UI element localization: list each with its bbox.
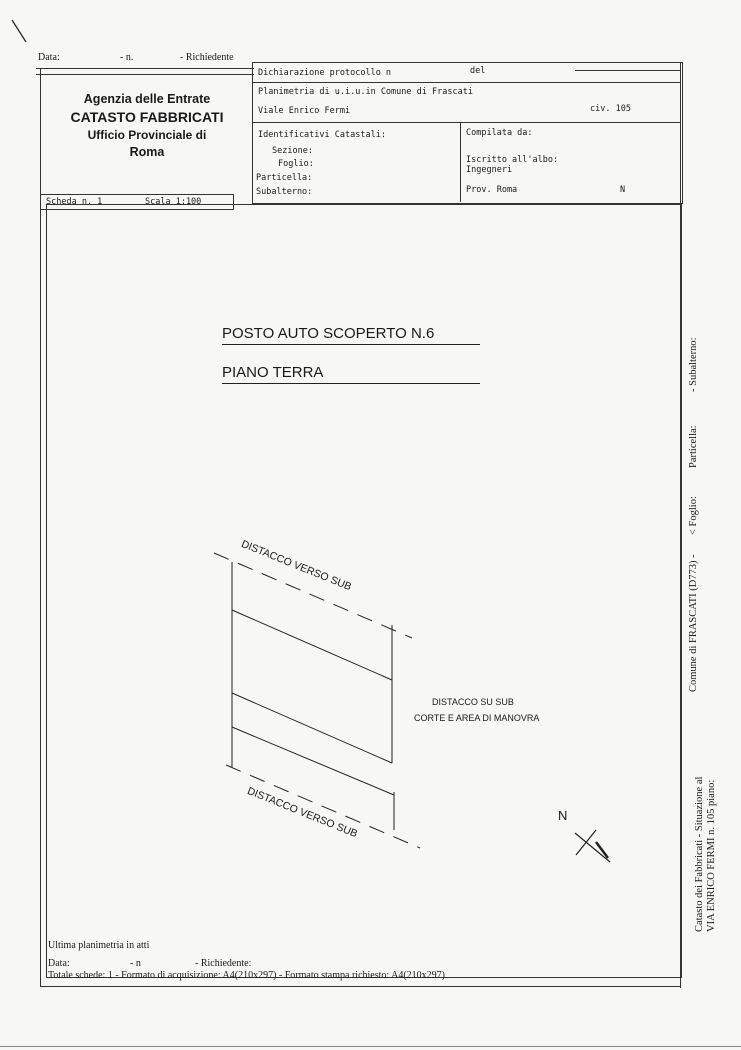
compilata-title: Compilata da: <box>466 128 533 138</box>
planimetria-label: Planimetria di u.i.u.in Comune di Frascati <box>258 87 473 97</box>
scheda-label: Scheda n. 1 <box>46 197 103 207</box>
agency-name: Agenzia delle Entrate <box>83 92 211 106</box>
distacco-right-label-1: DISTACCO SU SUB <box>432 697 514 707</box>
footer-richiedente: - Richiedente: <box>195 958 252 969</box>
address-label: Viale Enrico Fermi <box>258 106 351 116</box>
side-catasto: Catasto dei Fabbricati - Situazione al <box>694 776 705 932</box>
agency-ufficio: Ufficio Provinciale di <box>87 128 207 142</box>
distacco-bottom-label: DISTACCO VERSO SUB <box>245 785 360 841</box>
prov-label: Prov. Roma <box>466 185 518 195</box>
side-subalterno: - Subalterno: <box>688 337 699 392</box>
scala-label: Scala 1:100 <box>145 197 202 207</box>
sezione-label: Sezione: <box>272 146 313 156</box>
n-label: N <box>620 185 626 195</box>
footer-totale: Totale schede: 1 - Formato di acquisizione: A4(210x297) - Formato stampa richiesto: A4(210x297) <box>48 970 445 981</box>
side-comune: Comune di FRASCATI (D773) - <box>688 554 699 692</box>
foglio-label: Foglio: <box>278 159 314 169</box>
plan-title: POSTO AUTO SCOPERTO N.6 <box>222 325 435 342</box>
top-data-label: Data: <box>38 52 60 63</box>
side-foglio: < Foglio: <box>688 496 699 535</box>
distacco-top-label: DISTACCO VERSO SUB <box>239 538 354 594</box>
north-label: N <box>558 808 568 823</box>
albo-label: Ingegneri <box>466 165 513 175</box>
plan-floor: PIANO TERRA <box>222 364 324 381</box>
agency-city: Roma <box>129 145 165 159</box>
dichiarazione-label: Dichiarazione protocollo n <box>258 68 392 78</box>
del-label: del <box>470 66 486 76</box>
footer-line <box>40 986 680 987</box>
subalterno-label: Subalterno: <box>256 187 313 197</box>
side-via: VIA ENRICO FERMI n. 105 piano: <box>706 779 717 932</box>
distacco-right-label-2: CORTE E AREA DI MANOVRA <box>414 713 540 723</box>
bottom-edge <box>0 1046 741 1047</box>
top-n-label: - n. <box>120 52 134 63</box>
footer-n: - n <box>130 958 141 969</box>
particella-label: Particella: <box>256 173 313 183</box>
footer-data: Data: <box>48 958 70 969</box>
civ-label: civ. 105 <box>590 104 631 114</box>
top-richiedente-label: - Richiedente <box>180 52 234 63</box>
side-particella: Particella: <box>688 425 699 468</box>
agency-catasto: CATASTO FABBRICATI <box>70 109 224 125</box>
iscritto-label: Iscritto all'albo: <box>466 155 559 165</box>
footer-ultima: Ultima planimetria in atti <box>48 940 150 951</box>
identificativi-title: Identificativi Catastali: <box>258 130 386 140</box>
